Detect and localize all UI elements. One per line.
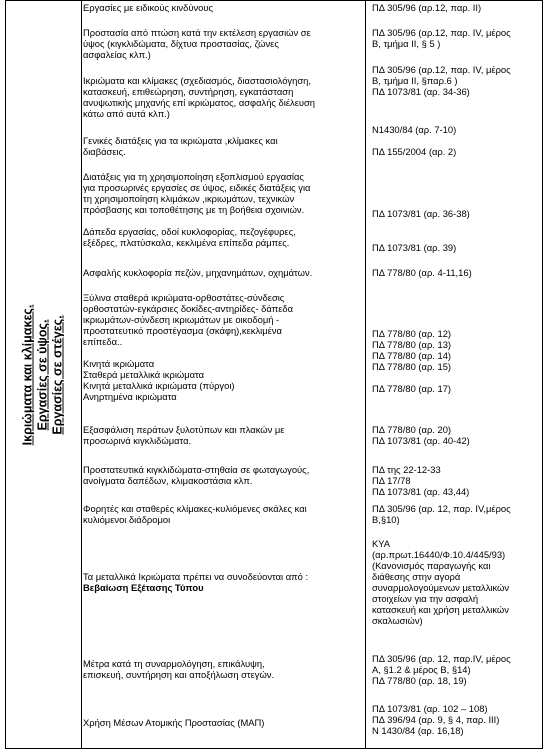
regulation-reference-line: ΠΔ 155/2004 (αρ. 2) [372,146,457,157]
topic-text-line: Δάπεδα εργασίας, οδοί κυκλοφορίας, πεζογέφυρες, [83,226,296,237]
regulation-reference-line: Ν1430/84 (αρ. 7-10) [372,124,457,135]
regulation-reference-line: ΠΔ 1073/81 (αρ. 40-42) [372,435,470,446]
regulation-reference-line: κατασκευή και χρήση μεταλλικών [372,604,509,615]
topic-text-line: προστατευτικό προστέγασμα (σκάφη),κεκλιμένα [83,325,282,336]
regulation-reference-line: ΠΔ 1073/81 (αρ. 39) [372,242,457,253]
regulation-reference-line: ΠΔ 778/80 (αρ. 15) [372,361,452,372]
regulation-reference-line: ΠΔ 305/96 (αρ. 12, παρ. IV,μέρος [372,503,511,514]
regulation-reference-line: Β, τμήμα ΙΙ, § 5 ) [372,38,441,49]
category-title [21,305,66,446]
category-title-line: Εργασίες σε ύψος. [35,319,50,431]
topic-text-line: ορθοστατών-εγκάρσιες δοκίδες-αντηρίδες- δάπεδα [83,303,294,314]
topic-text-line: κάτω από αυτά κλπ.) [83,108,170,119]
topic-text-line: ύψος (κιγκλιδώματα, δίχτυα προστασίας, ζώνες [83,38,279,49]
regulation-reference-line: ΠΔ της 22-12-33 [372,464,441,475]
topic-text-line: Μέτρα κατά τη συναρμολόγηση, επικάλυψη, [83,658,265,669]
regulation-reference-line: ΠΔ 1073/81 (αρ. 34-36) [372,86,470,97]
topic-text-line: Φορητές και σταθερές κλίμακες-κυλιόμενες σκάλες και [83,503,307,514]
topic-bold-text: Βεβαίωση Εξέτασης Τύπου [83,582,204,593]
topic-text-line: Ξύλινα σταθερά ικριώματα-ορθοστάτες-σύνδεσις [83,292,285,303]
topic-text-line: Γενικές διατάξεις για τα ικριώματα ,κλίμακες και [83,135,278,146]
regulation-reference-line: (Κανονισμός παραγωγής και [372,560,491,571]
regulation-reference-line: ΠΔ 778/80 (αρ. 12) [372,328,452,339]
topic-text-line: Προστασία από πτώση κατά την εκτέλεση εργασιών σε [83,27,311,38]
topic-text-line: επισκευή, συντήρηση και αποξήλωση στεγών. [83,669,275,680]
regulation-reference-line: Β, τμήμα ΙΙ, §παρ.6 ) [372,75,458,86]
category-title-line: Εργασίες σε στέγες. [50,315,65,435]
topic-text-line: Εργασίες με ειδικούς κινδύνους [83,2,214,13]
topic-text-line: Προστατευτικά κιγκλιδώματα-στηθαία σε φωταγωγούς, [83,464,310,475]
regulation-reference-line: ΠΔ 1073/81 (αρ. 36-38) [372,208,470,219]
regulation-reference-line: ΠΔ 305/96 (αρ. 12, παρ.IV, μέρος [372,653,511,664]
topic-text-line: ανοίγματα δαπέδων, κλιμακοστάσια κλπ. [83,475,253,486]
regulation-reference-line: ΠΔ 396/94 (αρ. 9, § 4, παρ. ΙΙΙ) [372,714,500,725]
regulation-reference-line: ΠΔ 17/78 [372,475,411,486]
category-title-line: Ικριώματα και κλίμακες. [20,304,35,446]
topic-text-line: πρόσβασης και τοποθέτησης με τη βοήθεια σχοινιών. [83,204,305,215]
category-column [6,1,81,748]
regulation-reference-line: ΠΔ 305/96 (αρ.12, παρ. IV, μέρος [372,64,511,75]
topic-text-line: κατασκευή, επιθεώρηση, συντήρηση, εγκατάσταση [83,86,294,97]
topic-text-line: ανυψωτικής μηχανής επί ικριώματος, ασφαλής διέλευση [83,97,316,108]
topic-text-line: Κινητά ικριώματα [83,358,155,369]
regulation-reference-line: Ν 1430/84 (αρ. 16,18) [372,725,464,736]
topic-text-line: τη χρησιμοποίηση κλιμάκων ,ικριωμάτων, τεχνικών [83,193,295,204]
topic-text-line: προσωρινά κιγκλιδώματα. [83,435,192,446]
regulation-reference-line: ΠΔ 778/80 (αρ. 13) [372,339,452,350]
regulation-reference-line: διάθεσης στην αγορά [372,571,461,582]
topic-text-line: Εξασφάλιση περάτων ξυλοτύπων και πλακών με [83,424,285,435]
topic-text-line: Ασφαλής κυκλοφορία πεζών, μηχανημάτων, οχημάτων. [83,267,313,278]
column-divider-left [81,1,82,748]
regulation-reference-line: ΠΔ 1073/81 (αρ. 102 – 108) [372,703,488,714]
topic-text-line: ικριωμάτων-σύνδεση ικριωμάτων με οικοδομή - [83,314,280,325]
topic-text-line: ασφαλείας κλπ.) [83,49,151,60]
regulation-reference-line: ΠΔ 305/96 (αρ.12, παρ. ΙΙ) [372,2,482,13]
topic-text-line: Ικριώματα και κλίμακες (σχεδιασμός, διαστασιολόγηση, [83,75,311,86]
topic-text-line: Σταθερά μεταλλικά ικριώματα [83,369,205,380]
regulation-reference-line: ΠΔ 778/80 (αρ. 18, 19) [372,675,467,686]
column-divider-right [365,1,366,748]
regulation-reference-line: συναρμολογούμενων μεταλλικών [372,582,510,593]
regulation-reference-line: ΠΔ 778/80 (αρ. 14) [372,350,452,361]
topic-text-line: κυλιόμενοι διάδρομοι [83,514,171,525]
regulation-reference-line: Β,§10) [372,514,400,525]
topic-text-line: Κινητά μεταλλικά ικριώματα (πύργοι) [83,380,235,391]
regulation-reference-line: ΠΔ 1073/81 (αρ. 43,44) [372,486,470,497]
topic-text-line: εξέδρες, πλατύσκαλα, κεκλιμένα επίπεδα ράμπες. [83,237,290,248]
regulation-reference-line: (αρ.πρωτ.16440/Φ.10.4/445/93) [372,549,506,560]
topic-text-line: Ανηρτημένα ικριώματα [83,391,177,402]
topic-text-line: διαβάσεις. [83,146,126,157]
regulation-reference-line: ΠΔ 778/80 (αρ. 4-11,16) [372,267,472,278]
regulation-reference-line: στοιχείων για την ασφαλή [372,593,479,604]
regulation-reference-line: σκαλωσιών) [372,615,423,626]
topic-text-line: Διατάξεις για τη χρησιμοποίηση εξοπλισμού εργασίας [83,171,304,182]
topic-text-line: Χρήση Μέσων Ατομικής Προστασίας (ΜΑΠ) [83,717,265,728]
topic-text-line: επίπεδα.. [83,336,123,347]
regulation-reference-line: Α, §1.2 & μέρος Β, §14) [372,664,471,675]
regulation-reference-line: ΠΔ 778/80 (αρ. 17) [372,383,452,394]
topic-text-line: για προσωρινές εργασίες σε ύψος, ειδικές διατάξεις για [83,182,311,193]
regulation-reference-line: ΠΔ 305/96 (αρ.12, παρ. IV, μέρος [372,27,511,38]
regulation-reference-line: ΚΥΑ [372,538,391,549]
regulation-reference-line: ΠΔ 778/80 (αρ. 20) [372,424,452,435]
topic-text-line: Τα μεταλλικά Ικριώματα πρέπει να συνοδεύονται από : [83,571,309,582]
